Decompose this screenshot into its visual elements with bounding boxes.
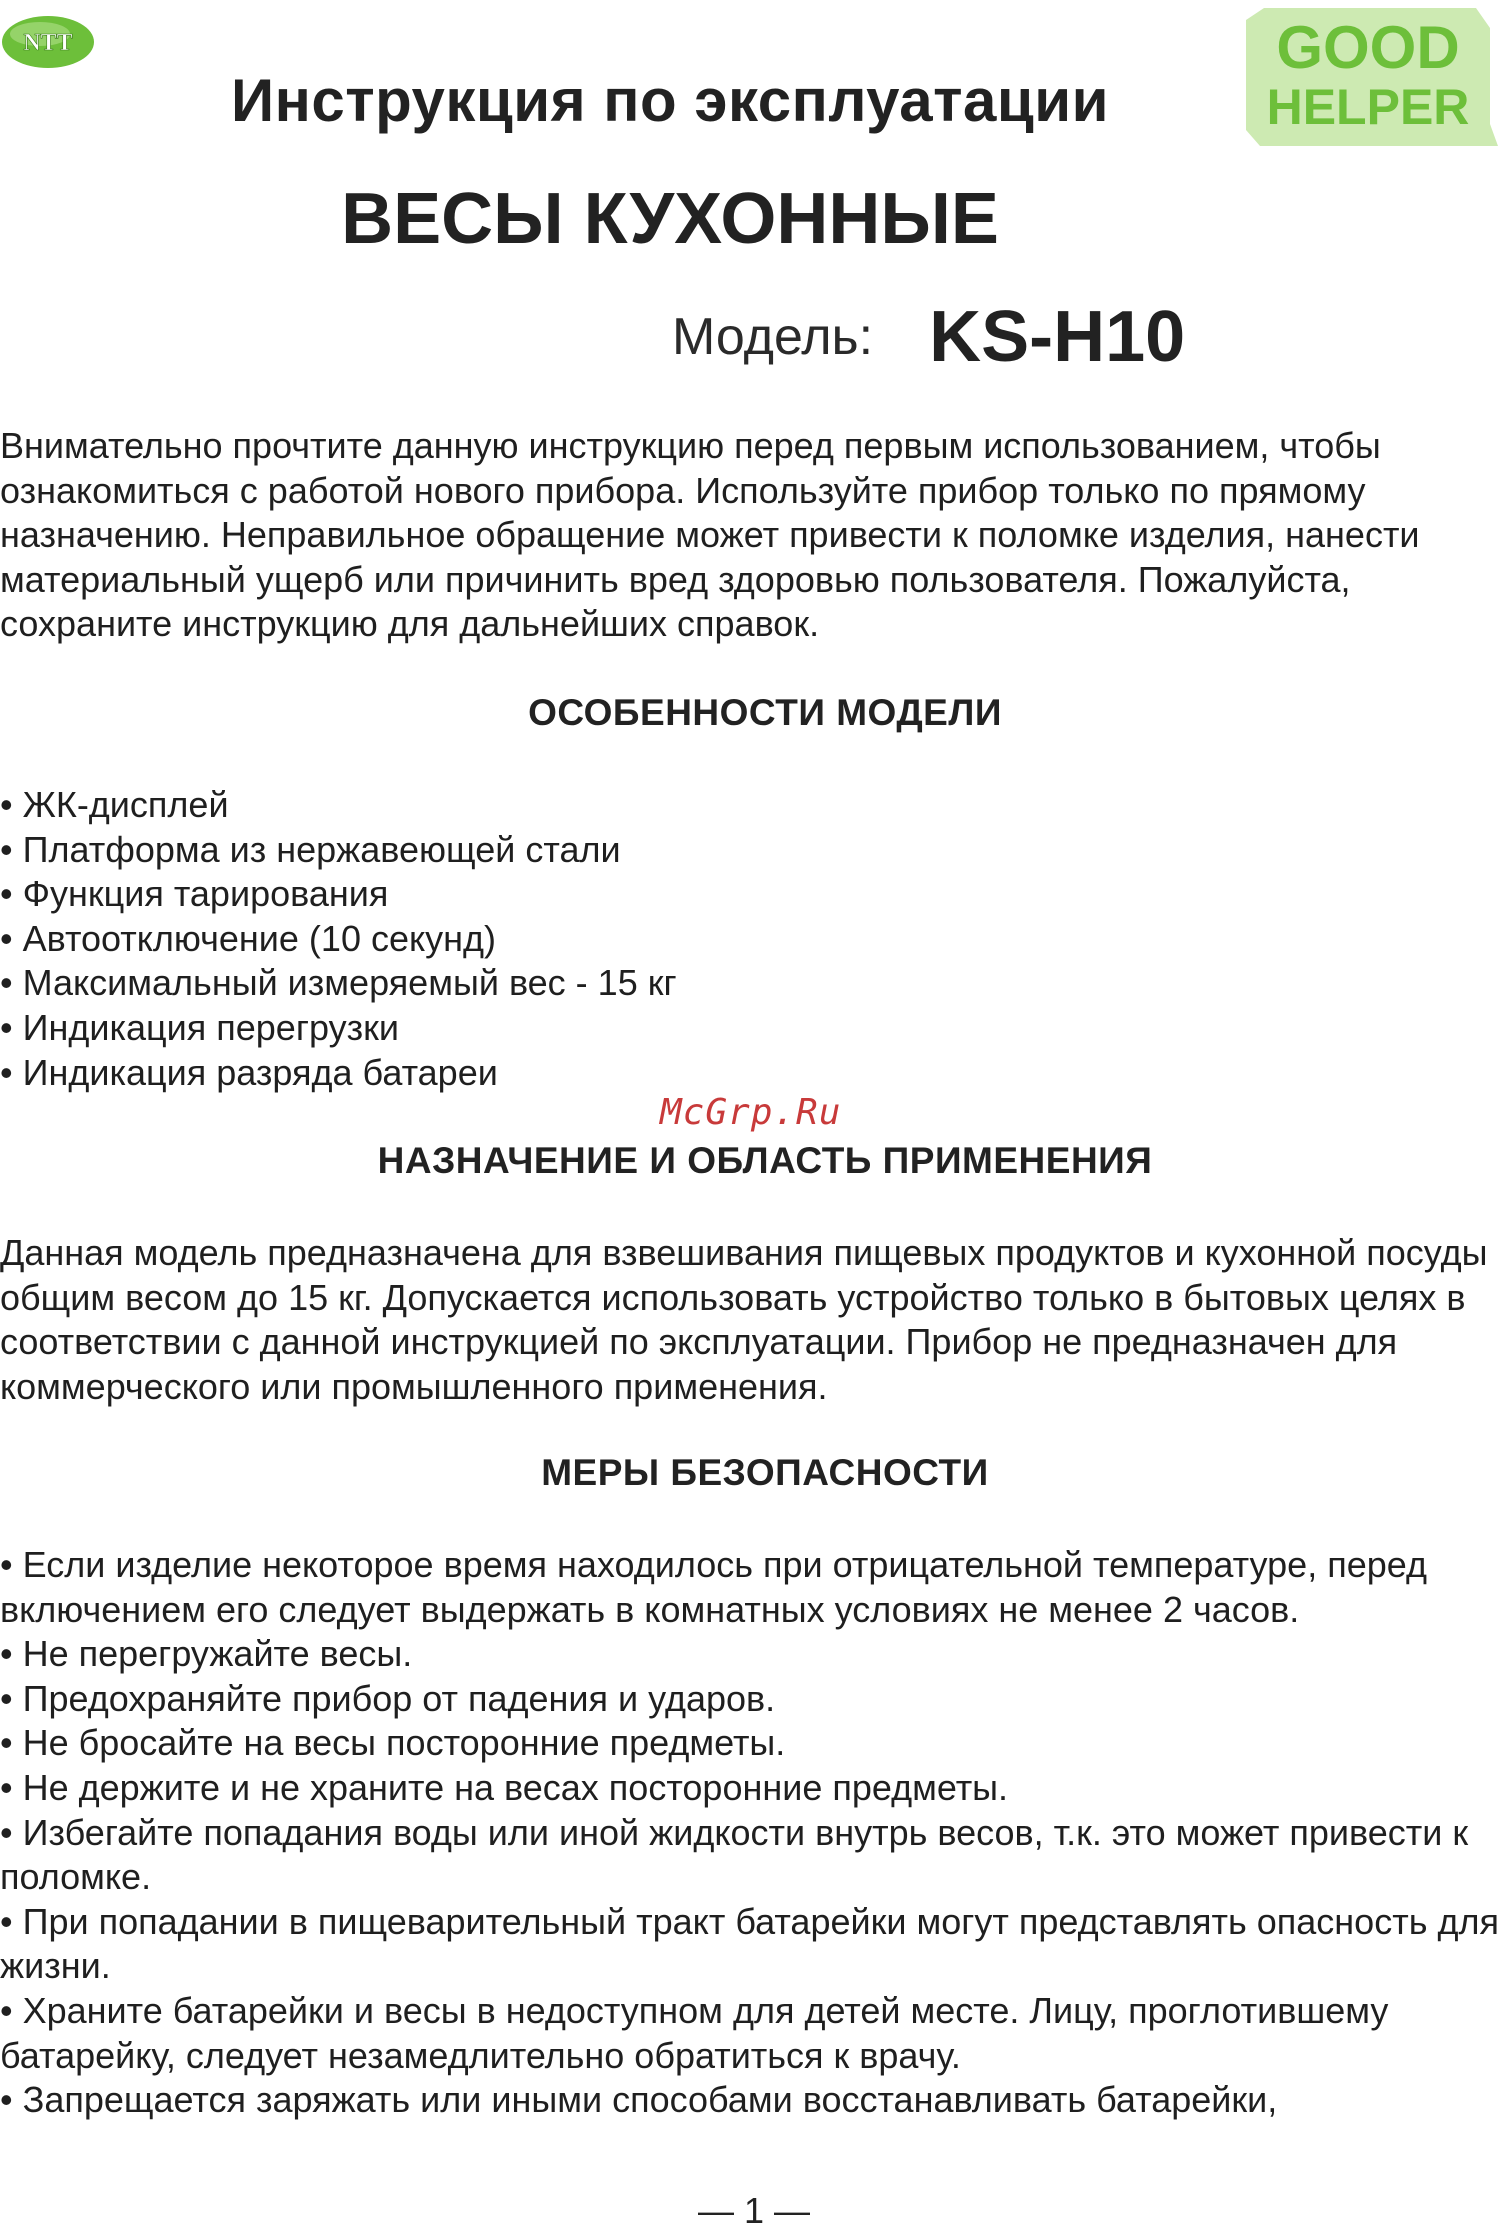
- purpose-paragraph: Данная модель предназначена для взвешивания пищевых продуктов и кухонной посуды общим весом до 15 кг. Допускается использовать устройство только в бытовых целях в соответствии с данной инструкцией по эксплуатации. Прибор не предназначен для коммерческого или промышленного применения.: [0, 1232, 1488, 1407]
- page-number: — 1 —: [697, 2190, 811, 2231]
- ntt-logo: [0, 14, 96, 70]
- list-item: • Функция тарирования: [0, 873, 389, 915]
- list-item: • Избегайте попадания воды или иной жидкости внутрь весов, т.к. это может привести к поломке.: [0, 1811, 1469, 1898]
- list-item: • Индикация перегрузки: [0, 1006, 399, 1048]
- list-item: • Автоотключение (10 секунд): [0, 917, 497, 959]
- model-row: [672, 296, 1185, 386]
- list-item: • Платформа из нержавеющей стали: [0, 828, 621, 870]
- list-item: • Индикация разряда батареи: [0, 1051, 498, 1093]
- list-item: • Если изделие некоторое время находилось при отрицательной температуре, перед включением его следует выдержать в комнатных условиях не менее 2 часов.: [0, 1544, 1427, 1630]
- list-item: • При попадании в пищеварительный тракт батарейки могут представлять опасность для жизни.: [0, 1900, 1499, 1987]
- model-label: Модель:: [672, 308, 874, 366]
- list-item: • Храните батарейки и весы в недоступном для детей месте. Лицу, проглотившему батарейку, следует незамедлительно обратиться к врачу.: [0, 1989, 1389, 2076]
- list-item: • Не перегружайте весы.: [0, 1633, 413, 1675]
- watermark: McGrp.Ru: [660, 1092, 842, 1133]
- features-list: [0, 783, 1508, 1095]
- features-heading: ОСОБЕННОСТИ МОДЕЛИ: [528, 692, 1002, 733]
- model-value: KS-H10: [929, 297, 1186, 377]
- list-item: • Запрещается заряжать или иными способами восстанавливать батарейки,: [0, 2079, 1278, 2121]
- list-item: • Предохраняйте прибор от падения и ударов.: [0, 1677, 776, 1719]
- good-helper-logo-line1: GOOD: [1276, 14, 1460, 81]
- intro-paragraph: Внимательно прочтите данную инструкцию перед первым использованием, чтобы ознакомиться с работой нового прибора. Используйте прибор только по прямому назначению. Неправильное обращение может привести к поломке изделия, нанести материальный ущерб или причинить вред здоровью пользователя. Пожалуйста, сохраните инструкцию для дальнейших справок.: [0, 425, 1420, 645]
- document-title: Инструкция по эксплуатации: [230, 67, 1110, 134]
- ntt-logo-text: NTT: [23, 30, 73, 56]
- safety-heading: МЕРЫ БЕЗОПАСНОСТИ: [541, 1452, 989, 1493]
- good-helper-logo-line2: HELPER: [1266, 79, 1470, 135]
- list-item: • ЖК-дисплей: [0, 784, 229, 825]
- list-item: • Не бросайте на весы посторонние предметы.: [0, 1722, 786, 1764]
- safety-list: [0, 1543, 1508, 2123]
- document-subtitle: ВЕСЫ КУХОННЫЕ: [341, 179, 999, 259]
- list-item: • Максимальный измеряемый вес - 15 кг: [0, 962, 677, 1004]
- purpose-heading: НАЗНАЧЕНИЕ И ОБЛАСТЬ ПРИМЕНЕНИЯ: [377, 1140, 1153, 1181]
- list-item: • Не держите и не храните на весах посторонние предметы.: [0, 1766, 1009, 1808]
